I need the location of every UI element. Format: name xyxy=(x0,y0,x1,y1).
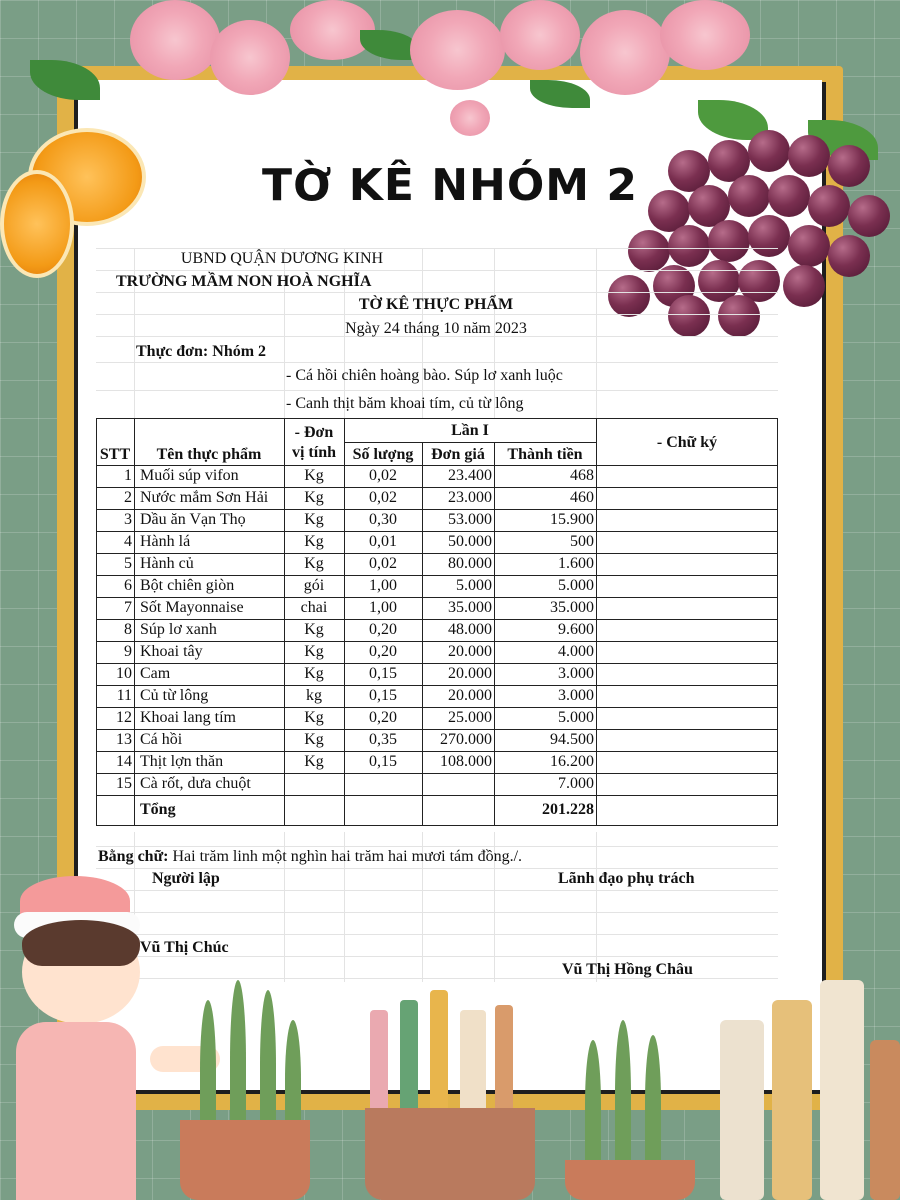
doc-date: Ngày 24 tháng 10 năm 2023 xyxy=(345,320,527,337)
table-cell-amount: 3.000 xyxy=(558,687,594,704)
table-cell-price: 23.000 xyxy=(448,489,492,506)
amount-in-words-text: Hai trăm linh một nghìn hai trăm hai mươi tám đồng./. xyxy=(168,848,523,865)
preparer-name: Vũ Thị Chúc xyxy=(140,939,229,956)
table-cell-amount: 35.000 xyxy=(550,599,594,616)
menu-label: Thực đơn: Nhóm 2 xyxy=(136,343,267,360)
table-border xyxy=(96,825,778,826)
table-cell-amount: 5.000 xyxy=(558,577,594,594)
table-cell-name: Cà rốt, dưa chuột xyxy=(140,775,251,792)
books-decoration xyxy=(700,980,900,1200)
table-cell-amount: 3.000 xyxy=(558,665,594,682)
table-cell-unit: Kg xyxy=(304,555,324,572)
food-list-sheet xyxy=(96,248,778,982)
table-cell-price: 80.000 xyxy=(448,555,492,572)
table-cell-stt: 10 xyxy=(116,665,132,682)
table-cell-stt: 14 xyxy=(116,753,132,770)
table-cell-stt: 6 xyxy=(124,577,132,594)
table-cell-qty: 0,02 xyxy=(369,489,397,506)
table-border xyxy=(777,418,778,825)
aloe-pot-left xyxy=(180,980,320,1200)
column-header-price: Đơn giá xyxy=(431,446,485,463)
page-title: TỜ KÊ NHÓM 2 xyxy=(261,160,638,211)
table-border xyxy=(596,418,597,825)
table-cell-qty: 0,02 xyxy=(369,467,397,484)
column-header-unit: vị tính xyxy=(291,444,336,461)
table-cell-amount: 460 xyxy=(570,489,594,506)
table-cell-name: Khoai lang tím xyxy=(140,709,236,726)
table-cell-price: 5.000 xyxy=(456,577,492,594)
preparer-title: Người lập xyxy=(152,870,220,887)
table-cell-amount: 9.600 xyxy=(558,621,594,638)
gridline xyxy=(96,390,778,391)
table-cell-stt: 11 xyxy=(116,687,132,704)
table-cell-unit: Kg xyxy=(304,533,324,550)
table-cell-price: 53.000 xyxy=(448,511,492,528)
table-cell-qty: 1,00 xyxy=(369,577,397,594)
table-cell-unit: Kg xyxy=(304,467,324,484)
total-amount: 201.228 xyxy=(542,801,594,818)
table-cell-stt: 7 xyxy=(124,599,132,616)
table-cell-price: 48.000 xyxy=(448,621,492,638)
table-cell-stt: 13 xyxy=(116,731,132,748)
table-cell-qty: 0,15 xyxy=(369,753,397,770)
table-cell-amount: 4.000 xyxy=(558,643,594,660)
column-header-lan: Lần I xyxy=(451,422,489,439)
table-cell-qty: 0,01 xyxy=(369,533,397,550)
table-cell-name: Thịt lợn thăn xyxy=(140,753,224,770)
table-cell-unit: Kg xyxy=(304,709,324,726)
table-cell-qty: 0,15 xyxy=(369,687,397,704)
table-cell-price: 23.400 xyxy=(448,467,492,484)
table-cell-amount: 7.000 xyxy=(558,775,594,792)
table-border xyxy=(96,418,778,419)
table-cell-qty: 1,00 xyxy=(369,599,397,616)
column-header-name: Tên thực phẩm xyxy=(156,446,262,463)
school-name: TRƯỜNG MẦM NON HOÀ NGHĨA xyxy=(116,273,372,290)
aloe-pot-right xyxy=(560,1020,700,1200)
table-cell-name: Hành củ xyxy=(140,555,194,572)
table-border xyxy=(96,795,778,796)
table-cell-stt: 1 xyxy=(124,467,132,484)
table-cell-price: 35.000 xyxy=(448,599,492,616)
table-cell-amount: 1.600 xyxy=(558,555,594,572)
table-cell-price: 108.000 xyxy=(440,753,492,770)
total-label: Tổng xyxy=(140,801,176,818)
table-cell-qty: 0,20 xyxy=(369,621,397,638)
table-cell-stt: 8 xyxy=(124,621,132,638)
table-cell-stt: 2 xyxy=(124,489,132,506)
leader-title: Lãnh đạo phụ trách xyxy=(558,870,695,887)
table-cell-unit: Kg xyxy=(304,643,324,660)
table-cell-price: 50.000 xyxy=(448,533,492,550)
table-cell-name: Cá hồi xyxy=(140,731,183,748)
table-cell-name: Súp lơ xanh xyxy=(140,621,217,638)
table-cell-price: 20.000 xyxy=(448,643,492,660)
menu-dish: - Canh thịt băm khoai tím, củ từ lông xyxy=(286,395,524,412)
table-cell-stt: 5 xyxy=(124,555,132,572)
table-cell-amount: 500 xyxy=(570,533,594,550)
table-cell-name: Bột chiên giòn xyxy=(140,577,235,594)
table-cell-qty: 0,15 xyxy=(369,665,397,682)
table-cell-qty: 0,02 xyxy=(369,555,397,572)
table-cell-name: Hành lá xyxy=(140,533,191,550)
table-cell-amount: 94.500 xyxy=(550,731,594,748)
table-cell-unit: Kg xyxy=(304,753,324,770)
table-cell-amount: 5.000 xyxy=(558,709,594,726)
column-header-stt: STT xyxy=(99,446,131,463)
amount-in-words xyxy=(98,846,778,868)
table-cell-price: 20.000 xyxy=(448,665,492,682)
table-cell-name: Muối súp vifon xyxy=(140,467,239,484)
column-header-amount: Thành tiền xyxy=(507,446,583,463)
table-cell-unit: Kg xyxy=(304,665,324,682)
table-cell-amount: 468 xyxy=(570,467,594,484)
column-header-qty: Số lượng xyxy=(352,446,414,463)
table-cell-stt: 9 xyxy=(124,643,132,660)
leader-name: Vũ Thị Hồng Châu xyxy=(562,961,693,978)
table-cell-stt: 15 xyxy=(116,775,132,792)
table-cell-name: Củ từ lông xyxy=(140,687,209,704)
table-cell-unit: chai xyxy=(300,599,328,616)
doc-title: TỜ KÊ THỰC PHẨM xyxy=(358,296,514,313)
column-header-signature: - Chữ ký xyxy=(656,434,718,451)
table-border xyxy=(344,442,596,443)
table-cell-unit: gói xyxy=(303,577,325,594)
table-cell-stt: 4 xyxy=(124,533,132,550)
table-cell-qty: 0,35 xyxy=(369,731,397,748)
menu-dish: - Cá hồi chiên hoàng bào. Súp lơ xanh luộc xyxy=(286,367,563,384)
table-cell-unit: Kg xyxy=(304,511,324,528)
orange-slice-decoration xyxy=(0,170,74,278)
table-cell-name: Khoai tây xyxy=(140,643,203,660)
table-cell-unit: kg xyxy=(306,687,322,704)
table-cell-price: 25.000 xyxy=(448,709,492,726)
amount-in-words-label: Bằng chữ: xyxy=(98,848,169,865)
table-cell-qty: 0,20 xyxy=(369,709,397,726)
table-cell-qty: 0,20 xyxy=(369,643,397,660)
table-cell-name: Cam xyxy=(140,665,171,682)
table-cell-name: Nước mắm Sơn Hải xyxy=(140,489,269,506)
table-cell-name: Sốt Mayonnaise xyxy=(140,599,244,616)
table-cell-unit: Kg xyxy=(304,489,324,506)
table-border xyxy=(134,418,135,825)
table-cell-price: 270.000 xyxy=(440,731,492,748)
table-cell-stt: 3 xyxy=(124,511,132,528)
table-cell-price: 20.000 xyxy=(448,687,492,704)
table-cell-unit: Kg xyxy=(304,731,324,748)
table-cell-unit: Kg xyxy=(304,621,324,638)
pencil-cup xyxy=(350,990,550,1200)
column-header-unit: - Đơn xyxy=(294,424,334,441)
table-cell-name: Dầu ăn Vạn Thọ xyxy=(140,511,246,528)
district-name: UBND QUẬN DƯƠNG KINH xyxy=(180,250,384,267)
table-cell-amount: 16.200 xyxy=(550,753,594,770)
table-cell-stt: 12 xyxy=(116,709,132,726)
table-cell-qty: 0,30 xyxy=(369,511,397,528)
table-cell-amount: 15.900 xyxy=(550,511,594,528)
